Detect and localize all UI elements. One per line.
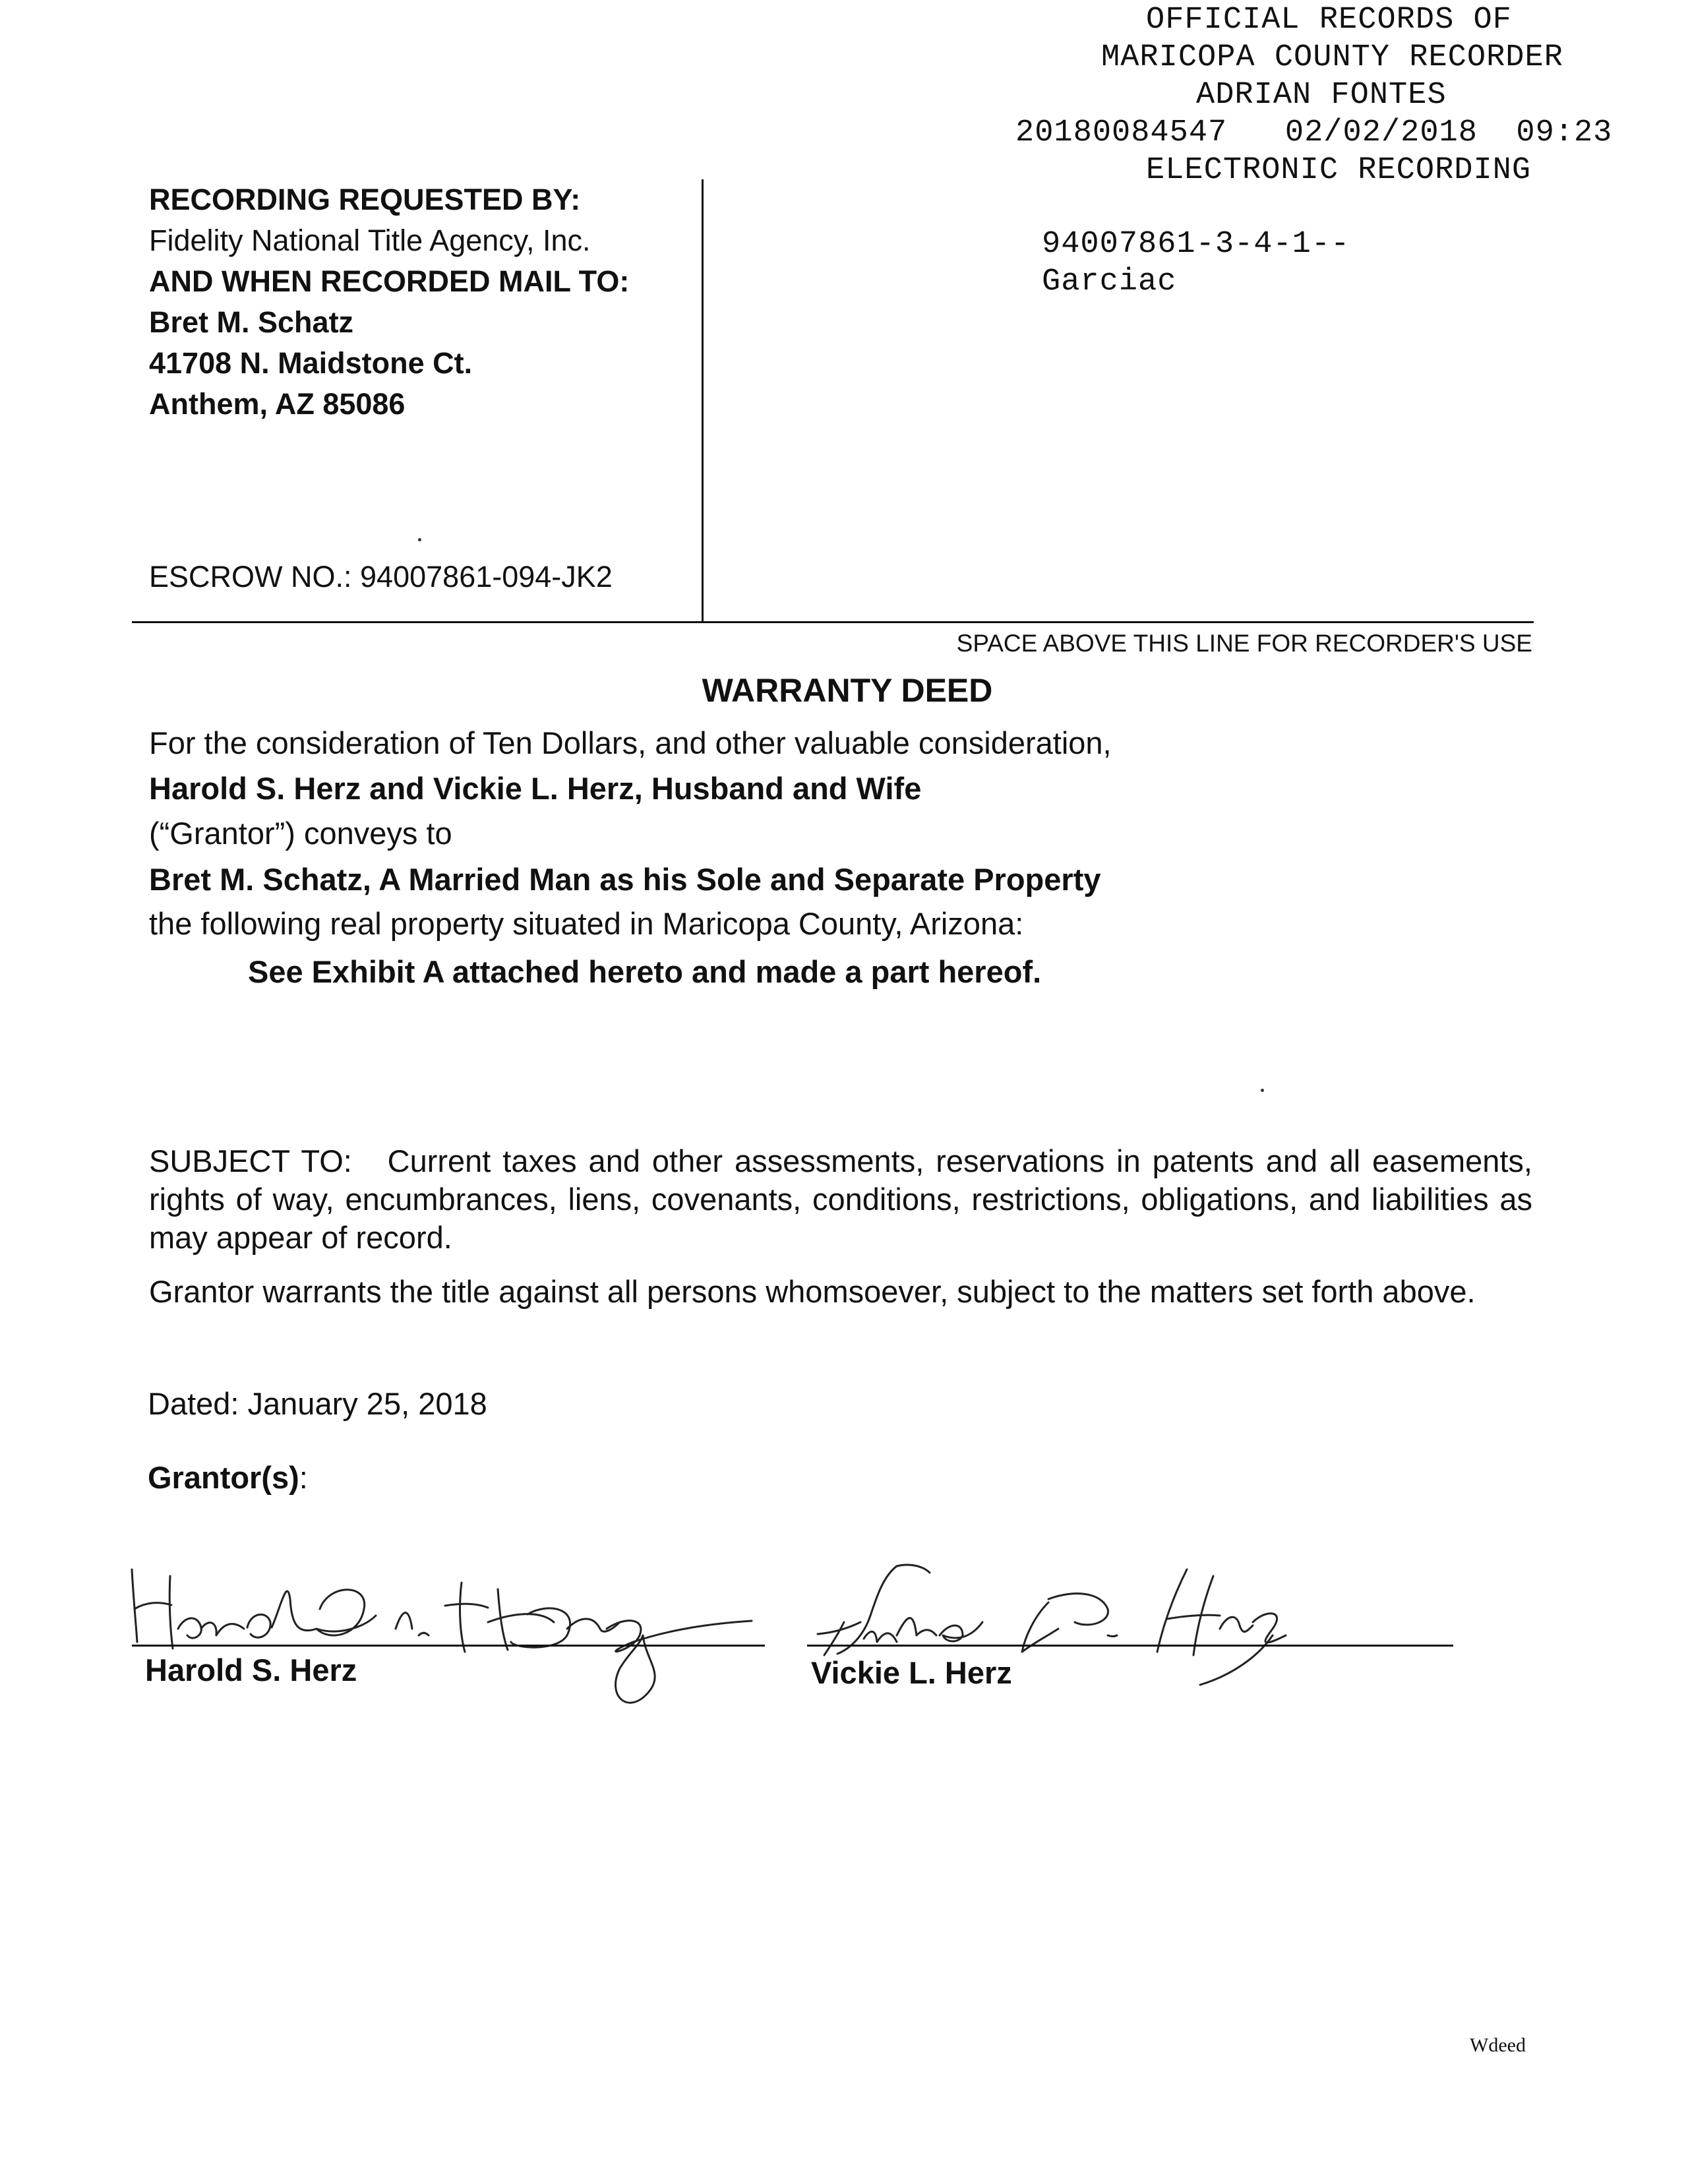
document-reference [1042,226,1569,301]
recording-time: 09:23 [1516,115,1613,150]
recording-requested-by: Fidelity National Title Agency, Inc. [149,224,591,257]
escrow-label: ESCROW NO.: [149,560,352,593]
grantors-colon: : [299,1460,308,1495]
signature-line-2 [807,1645,1453,1647]
escrow-number-line [149,557,613,597]
clerk-name: Garciac [1042,264,1177,299]
recording-requested-by-label: RECORDING REQUESTED BY: [149,183,581,216]
mail-to-city: Anthem, AZ 85086 [149,387,406,421]
box-divider [702,179,704,622]
stamp-line-county-recorder: MARICOPA COUNTY RECORDER [1101,40,1563,75]
exhibit-reference: See Exhibit A attached hereto and made a part hereof. [248,954,1042,989]
recording-box [149,179,690,425]
signer-2-name: Vickie L. Herz [811,1655,1012,1690]
form-code: Wdeed [1470,2034,1526,2056]
grantee-text: Bret M. Schatz, A Married Man as his Sole and Separate Property [149,862,1101,897]
subject-to-label: SUBJECT TO: [149,1143,352,1178]
dated-line: Dated: January 25, 2018 [148,1386,487,1421]
property-location-text: the following real property situated in Maricopa County, Arizona: [149,906,1024,941]
stamp-line-official-records: OFFICIAL RECORDS OF [1146,3,1512,38]
mail-to-street: 41708 N. Maidstone Ct. [149,346,473,380]
mail-to-name: Bret M. Schatz [149,305,354,339]
subject-to-text: Current taxes and other assessments, reservations in patents and all easements, rights of way, encumbrances, liens, covenants, conditions, restrictions, obligations, and liabilities as may appear of record. [149,1143,1532,1255]
grantor-names: Harold S. Herz and Vickie L. Herz, Husband and Wife [149,771,922,806]
deed-title: WARRANTY DEED [702,672,993,709]
document-reference-code: 94007861-3-4-1-- [1042,227,1350,262]
stamp-line-recorder-name: ADRIAN FONTES [1196,78,1447,113]
signature-line-1 [132,1645,765,1647]
consideration-text: For the consideration of Ten Dollars, and other valuable consideration, [149,725,1112,760]
stamp-line-recording-info [1015,114,1675,152]
grantors-heading [148,1457,308,1498]
recorder-use-note: SPACE ABOVE THIS LINE FOR RECORDER'S USE [956,630,1532,657]
stray-mark [418,538,421,541]
recording-date: 02/02/2018 [1284,115,1478,150]
escrow-number: 94007861-094-JK2 [360,560,613,593]
recorder-use-line [132,621,1534,623]
subject-to-paragraph [149,1142,1532,1257]
recording-doc-number: 20180084547 [1015,115,1228,150]
signature-harold-herz [119,1536,778,1721]
signer-1-name: Harold S. Herz [145,1653,357,1687]
stray-mark [1261,1089,1264,1092]
warranty-paragraph: Grantor warrants the title against all persons whomsoever, subject to the matters set forth above. [149,1274,1476,1309]
grantors-label: Grantor(s) [148,1460,299,1495]
recorder-stamp [1015,1,1675,189]
conveys-text: (“Grantor”) conveys to [149,816,452,851]
stamp-line-electronic-recording: ELECTRONIC RECORDING [1146,153,1532,188]
mail-to-label: AND WHEN RECORDED MAIL TO: [149,264,630,298]
